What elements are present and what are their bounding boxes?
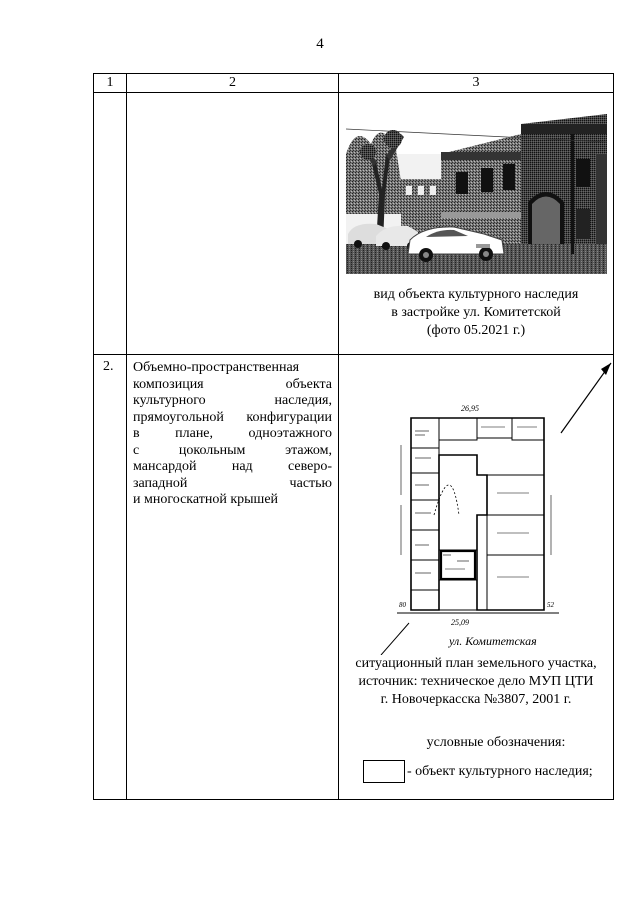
table-row xyxy=(94,93,614,355)
description-line: мансардой над северо- xyxy=(133,459,332,474)
street-photo xyxy=(346,94,607,274)
object-description xyxy=(127,355,338,509)
caption-line: источник: техническое дело МУП ЦТИ xyxy=(358,674,594,689)
description-line: западной частью xyxy=(133,475,332,491)
heritage-object-legend-icon xyxy=(363,760,405,783)
site-plan xyxy=(339,355,614,655)
row-illustration-cell xyxy=(339,93,614,355)
description-line: с цокольным этажом, xyxy=(133,442,332,458)
header-cell-3: 3 xyxy=(339,74,614,93)
north-arrow-icon xyxy=(561,363,611,433)
right-mark-label: 52 xyxy=(547,601,554,609)
photo-caption xyxy=(339,286,613,340)
row-illustration-cell xyxy=(339,355,614,800)
description-line: прямоугольной конфигурации xyxy=(133,409,332,425)
description-line: и многоскатной крышей xyxy=(133,492,279,507)
object-table xyxy=(93,73,614,800)
header-cell-2: 2 xyxy=(127,74,339,93)
table-header-row xyxy=(94,74,614,93)
left-mark-label: 80 xyxy=(399,601,406,609)
street-label: ул. Комитетская xyxy=(449,634,537,648)
caption-line: (фото 05.2021 г.) xyxy=(426,323,526,338)
row-number-cell xyxy=(94,93,127,355)
description-line: в плане, одноэтажного xyxy=(133,426,332,441)
legend-item-label: - объект культурного наследия; xyxy=(407,763,593,779)
row-number: 2. xyxy=(103,359,114,374)
row-number-cell xyxy=(94,355,127,800)
description-line: композиция объекта xyxy=(133,376,332,392)
header-cell-1: 1 xyxy=(94,74,127,93)
caption-line: вид объекта культурного наследия xyxy=(373,287,579,302)
top-dimension-label: 26,95 xyxy=(461,404,479,413)
table-row xyxy=(94,355,614,800)
row-description-cell xyxy=(127,93,339,355)
caption-line: ситуационный план земельного участка, xyxy=(355,656,597,671)
bottom-dimension-label: 25,09 xyxy=(451,618,469,627)
plan-caption xyxy=(339,655,613,709)
description-line: Объемно-пространственная xyxy=(133,360,300,375)
row-description-cell xyxy=(127,355,339,800)
page-number: 4 xyxy=(316,36,324,52)
caption-line: в застройке ул. Комитетской xyxy=(391,305,561,320)
legend-title: условные обозначения: xyxy=(426,735,566,750)
caption-line: г. Новочеркасска №3807, 2001 г. xyxy=(380,692,572,707)
legend-item xyxy=(339,760,613,783)
description-line: культурного наследия, xyxy=(133,393,332,408)
